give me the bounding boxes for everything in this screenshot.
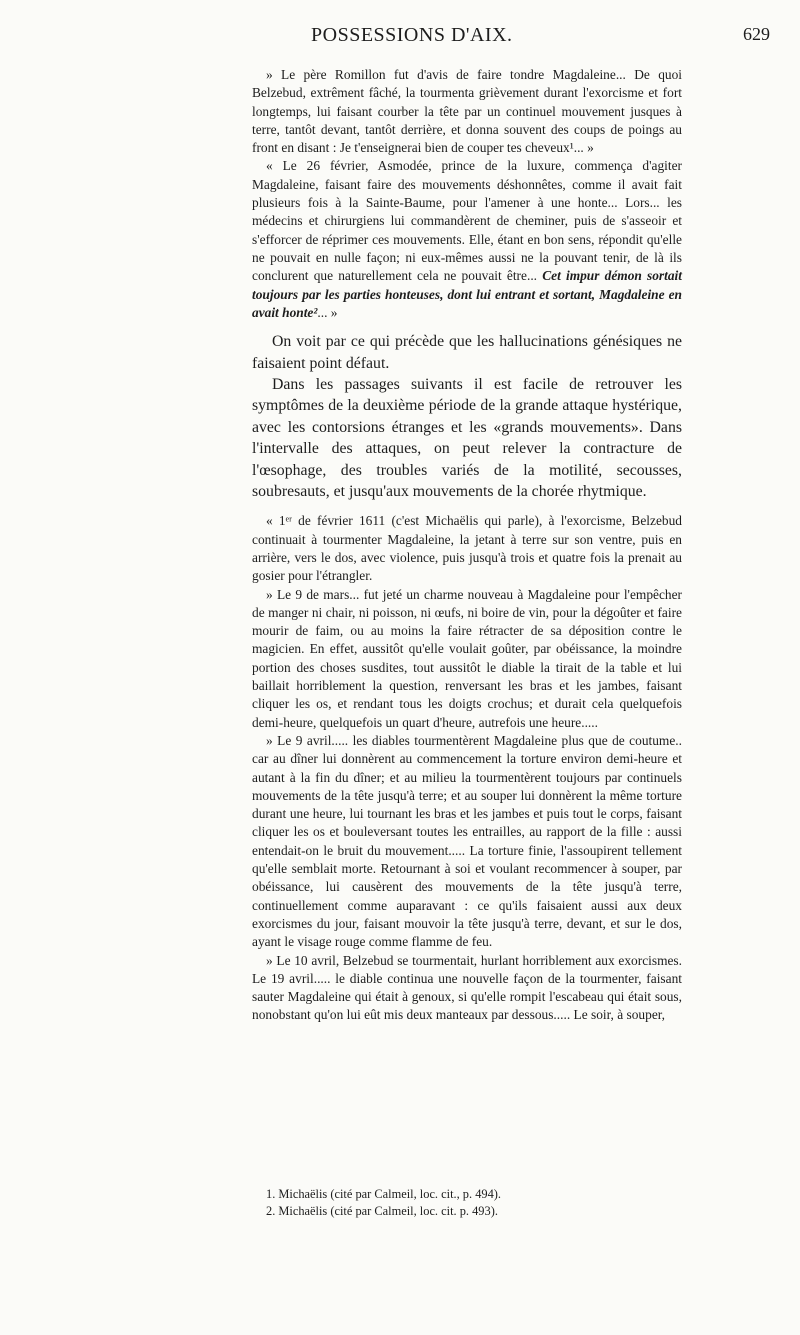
body-paragraph: On voit par ce qui précède que les hallucinations génésiques ne faisaient point défaut. bbox=[252, 333, 682, 372]
body-paragraph: Dans les passages suivants il est facile de retrouver les symptômes de la deuxième période de la grande attaque hystérique, avec les contorsions étranges et les «grands mouvements». Dans l'intervalle des attaques, on peut relever la contracture de l'œsophage, des troubles variés de la motilité, secousses, soubresauts, et jusqu'aux mouvements de la chorée rhytmique. bbox=[252, 375, 682, 500]
footnotes bbox=[252, 1186, 682, 1220]
page-number: 629 bbox=[743, 24, 770, 44]
footnote: 2. Michaëlis (cité par Calmeil, loc. cit. p. 493). bbox=[266, 1204, 498, 1218]
page-header bbox=[196, 24, 770, 54]
quote-paragraph: » Le 10 avril, Belzebud se tourmentait, hurlant horriblement aux exorcismes. Le 19 avril..... le diable continua une nouvelle façon de la tourmenter, faisant sauter Magdaleine qui était à genoux, si qu'elle rompit l'escabeau qui était sous, nonobstant qu'on lui eût mis deux manteaux par dessous..... Le soir, à souper, bbox=[252, 952, 682, 1023]
running-title: POSSESSIONS D'AIX. bbox=[311, 24, 513, 46]
quote-text-end: ... » bbox=[317, 304, 338, 320]
quote-paragraph: » Le 9 avril..... les diables tourmentèrent Magdaleine plus que de coutume.. car au dîner lui donnèrent au commencement la torture environ demi-heure et autant à la fin du dîner; et au milieu la tourmentèrent toujours par continuels mouvements de la tête jusqu'à terre; et au souper lui donnèrent la même torture durant une heure, lui tournant les bras et les jambes et puis tout le corps, faisant cliquer les os et bouleversant toutes les entrailles, au rapport de la fille : aussi entendait-on le bruit du mouvement..... La torture finie, l'assoupirent tellement qu'elle semblait morte. Retournant à soi et voulant recommencer à souper, par obéissance, lui causèrent des mouvements de la tête jusqu'à terre, continuellement comme auparavant : ce qu'ils faisaient aussi aux deux exorcismes du jour, faisant mouvoir la tête jusqu'à terre, devant, et sur le dos, ayant le visage rouge comme flamme de feu. bbox=[252, 732, 682, 950]
quote-paragraph bbox=[252, 157, 682, 322]
quote-paragraph: » Le 9 de mars... fut jeté un charme nouveau à Magdaleine pour l'empêcher de manger ni chair, ni poisson, ni œufs, ni boire de vin, pour la dégoûter et faire mourir de faim, ou au moins la faire rétracter de sa déposition contre le magicien. En effet, aussitôt qu'elle voulait goûter, par obéissance, la moindre portion des choses susdites, tout aussitôt le diable la tirait de la table et lui baillait horriblement la question, renversant les bras et les jambes, faisant cliquer les os, et rendant tous les doigts crochus; et durait cela quelquefois demi-heure, quelquefois un quart d'heure, autrefois une heure..... bbox=[252, 586, 682, 730]
page-body bbox=[252, 66, 682, 1025]
quote-paragraph: » Le père Romillon fut d'avis de faire tondre Magdaleine... De quoi Belzebud, extrêment fâché, la tourmenta grièvement durant l'exorcisme et fort longtemps, lui faisant courber la tête par un continuel mouvement jusques à terre, tantôt devant, tantôt derrière, et donna souvent des coups de poings au front en disant : Je t'enseignerai bien de couper tes cheveux¹... » bbox=[252, 67, 682, 156]
quote-paragraph: « 1ᵉʳ de février 1611 (c'est Michaëlis qui parle), à l'exorcisme, Belzebud continuait à tourmenter Magdaleine, la jetant à terre sur son ventre, puis en arrière, vers le dos, avec violence, puis jusqu'à trois et quatre fois la prenait au gosier pour l'étrangler. bbox=[252, 513, 682, 584]
quote-text: « Le 26 février, Asmodée, prince de la luxure, commença d'agiter Magdaleine, faisant faire des mouvements déshonnêtes, comme il avait fait plusieurs fois à la Sainte-Baume, pour l'amener à une honte... Lors... les médecins et chirurgiens lui commandèrent de cheminer, puis de s'asseoir et s'efforcer de réprimer ces mouvements. Elle, étant en bon sens, répondit qu'elle ne pouvait en nulle façon; ni eux-mêmes aussi ne la pouvant tenir, de là ils conclurent que naturellement cela ne pouvait être... bbox=[252, 158, 682, 284]
quote-italic-text: Cet impur démon sortait toujours par les parties honteuses, dont lui entrant et sortant, Magdaleine en avait honte² bbox=[252, 268, 683, 320]
footnote: 1. Michaëlis (cité par Calmeil, loc. cit., p. 494). bbox=[266, 1187, 502, 1201]
